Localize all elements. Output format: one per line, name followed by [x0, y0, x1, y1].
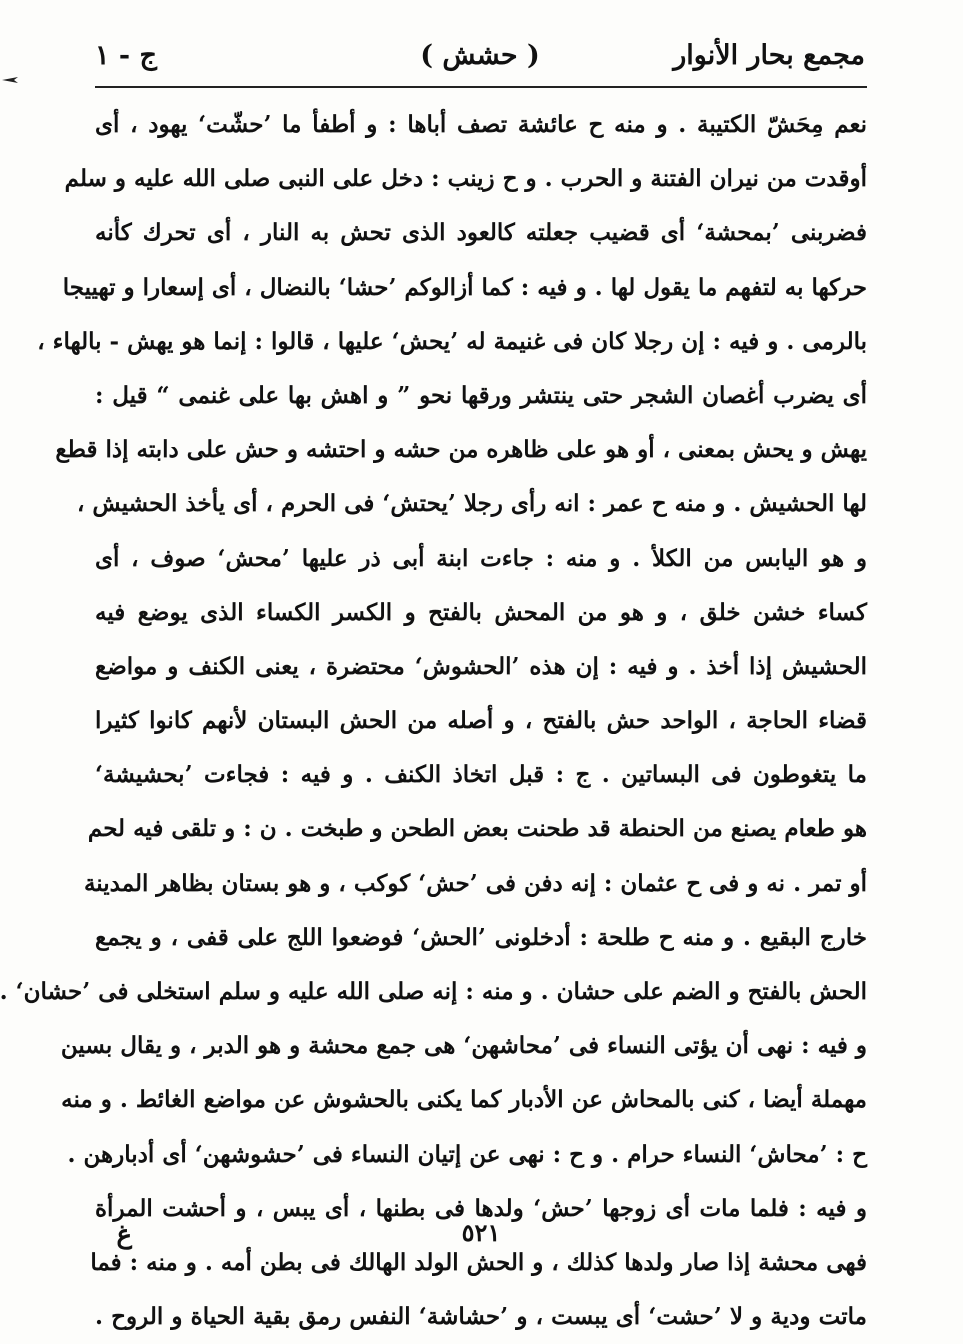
text-line: بالرمى . و فيه : إن رجلا كان فى غنيمة له ’يحش‘ عليها ، قالوا : إنما هو يهش - بالهاء ،: [37, 327, 867, 355]
text-line: خارج البقيع . و منه ح طلحة : أدخلونى ’الحش‘ فوضعوا اللج على قفى ، و يجمع: [95, 923, 867, 951]
margin-mark-icon: [2, 76, 20, 84]
page-footer: [95, 1212, 867, 1252]
header-rule: [95, 86, 867, 88]
page-number: ٥٢١: [461, 1218, 501, 1247]
text-line: أوقدت من نيران الفتنة و الحرب . و ح زينب : دخل على النبى صلى الله عليه و سلم: [64, 165, 867, 193]
text-line: نعم مِحَشّ الكتيبة . و منه ح عائشة تصف أباها : و أطفأ ما ’حشّت‘ يهود ، أى: [95, 111, 867, 138]
text-line: هو طعام يصنع من الحنطة قد طحنت بعض الطحن و طبخت . ن : و تلقى فيه لحم: [87, 815, 867, 843]
text-line: و هو اليابس من الكلأ . و منه : جاءت ابنة أبى ذر عليها ’محش‘ صوف ، أى: [95, 544, 867, 572]
text-line: و فيه : نهى أن يؤتى النساء فى ’محاشهن‘ هى جمع محشة و هو الدبر ، و يقال بسين: [60, 1032, 867, 1060]
text-line: أو تمر . نه و فى ح عثمان : إنه دفن فى ’حش‘ كوكب ، و هو بستان بظاهر المدينة: [83, 869, 867, 897]
volume-number: ج - ١: [95, 40, 157, 71]
body-text: [0, 98, 867, 1344]
signature-mark: غ: [116, 1220, 132, 1250]
text-line: و فيه : فلما مات أى زوجها ’حش‘ ولدها فى بطنها ، أى يبس ، و أحشت المرأة: [95, 1194, 867, 1222]
text-line: الحش بالفتح و الضم على حشان . و منه : إنه صلى الله عليه و سلم استخلى فى ’حشان‘ .: [0, 978, 867, 1005]
text-line: مهملة أيضا ، كنى بالمحاش عن الأدبار كما يكنى بالحشوش عن مواضع الغائط . و منه: [61, 1086, 867, 1114]
entry-title: ( حشش ): [420, 40, 540, 71]
text-line: قضاء الحاجة ، الواحد حش بالفتح ، و أصله من الحش البستان لأنهم كانوا كثيرا: [95, 707, 867, 735]
text-line: فضربنى ’بمحشة‘ أى قضيب جعلته كالعود الذى تحش به النار ، أى تحرك كأنه: [95, 219, 867, 247]
text-line: حركها به لتفهم ما يقول لها . و فيه : كما أزالوكم ’حشا‘ بالنضال ، أى إسعارا و تهييجا: [62, 273, 867, 301]
text-line: ماتت ودية و لا ’حشت‘ أى يبست ، و ’حشاشة‘ النفس رمق بقية الحياة و الروح .: [95, 1303, 867, 1331]
text-line: فهى محشة إذا صار ولدها كذلك ، و الحش الولد الهالك فى بطن أمه . و منه : فما: [90, 1248, 867, 1276]
text-line: يهش و يحش بمعنى ، أو هو على ظاهره من حشه و احتشه و حش على دابته إذا قطع: [55, 436, 867, 464]
book-title: مجمع بحار الأنوار: [673, 40, 865, 71]
page-header: [95, 36, 865, 84]
text-line: ح : ’محاش‘ النساء حرام . و ح : نهى عن إتيان النساء فى ’حشوشهن‘ أى أدبارهن .: [67, 1140, 867, 1168]
text-line: أى يضرب أغصان الشجر حتى ينتشر ورقها نحو ” و اهش بها على غنمى “ قيل :: [95, 381, 867, 409]
text-line: كساء خشن خلق ، و هو من المحش بالفتح و الكسر الكساء الذى يوضع فيه: [95, 598, 867, 626]
text-line: ما يتغوطون فى البساتين . ج : قبل اتخاذ الكنف . و فيه : فجاءت ’بحشيشة‘: [95, 761, 867, 789]
text-line: لها الحشيش . و منه ح عمر : انه رأى رجلا ’يحتش‘ فى الحرم ، أى يأخذ الحشيش ،: [76, 490, 867, 518]
text-line: الحشيش إذا أخذ . و فيه : إن هذه ’الحشوش‘ محتضرة ، يعنى الكنف و مواضع: [95, 652, 867, 680]
